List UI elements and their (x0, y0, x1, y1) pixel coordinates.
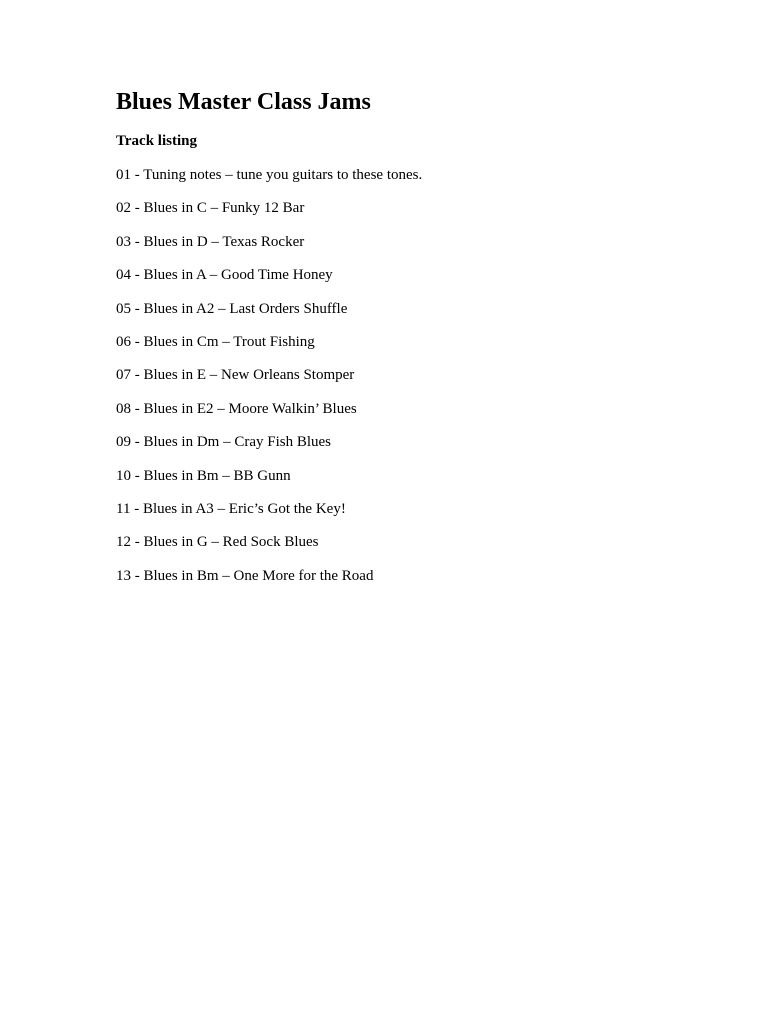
track-item: 13 - Blues in Bm – One More for the Road (116, 567, 374, 584)
track-item: 09 - Blues in Dm – Cray Fish Blues (116, 434, 332, 451)
track-item: 01 - Tuning notes – tune you guitars to these tones. (116, 167, 423, 183)
track-item: 04 - Blues in A – Good Time Honey (116, 267, 333, 284)
track-item: 07 - Blues in E – New Orleans Stomper (116, 367, 355, 384)
document-title: Blues Master Class Jams (116, 89, 371, 115)
track-list (116, 165, 422, 599)
track-item: 12 - Blues in G – Red Sock Blues (116, 534, 319, 551)
track-item: 05 - Blues in A2 – Last Orders Shuffle (116, 300, 348, 317)
track-item: 06 - Blues in Cm – Trout Fishing (116, 333, 315, 350)
track-listing-heading: Track listing (116, 133, 197, 149)
track-item: 02 - Blues in C – Funky 12 Bar (116, 200, 305, 217)
track-item: 08 - Blues in E2 – Moore Walkin’ Blues (116, 400, 357, 417)
track-item: 10 - Blues in Bm – BB Gunn (116, 467, 291, 484)
track-item: 11 - Blues in A3 – Eric’s Got the Key! (116, 500, 346, 517)
track-item: 03 - Blues in D – Texas Rocker (116, 233, 305, 250)
